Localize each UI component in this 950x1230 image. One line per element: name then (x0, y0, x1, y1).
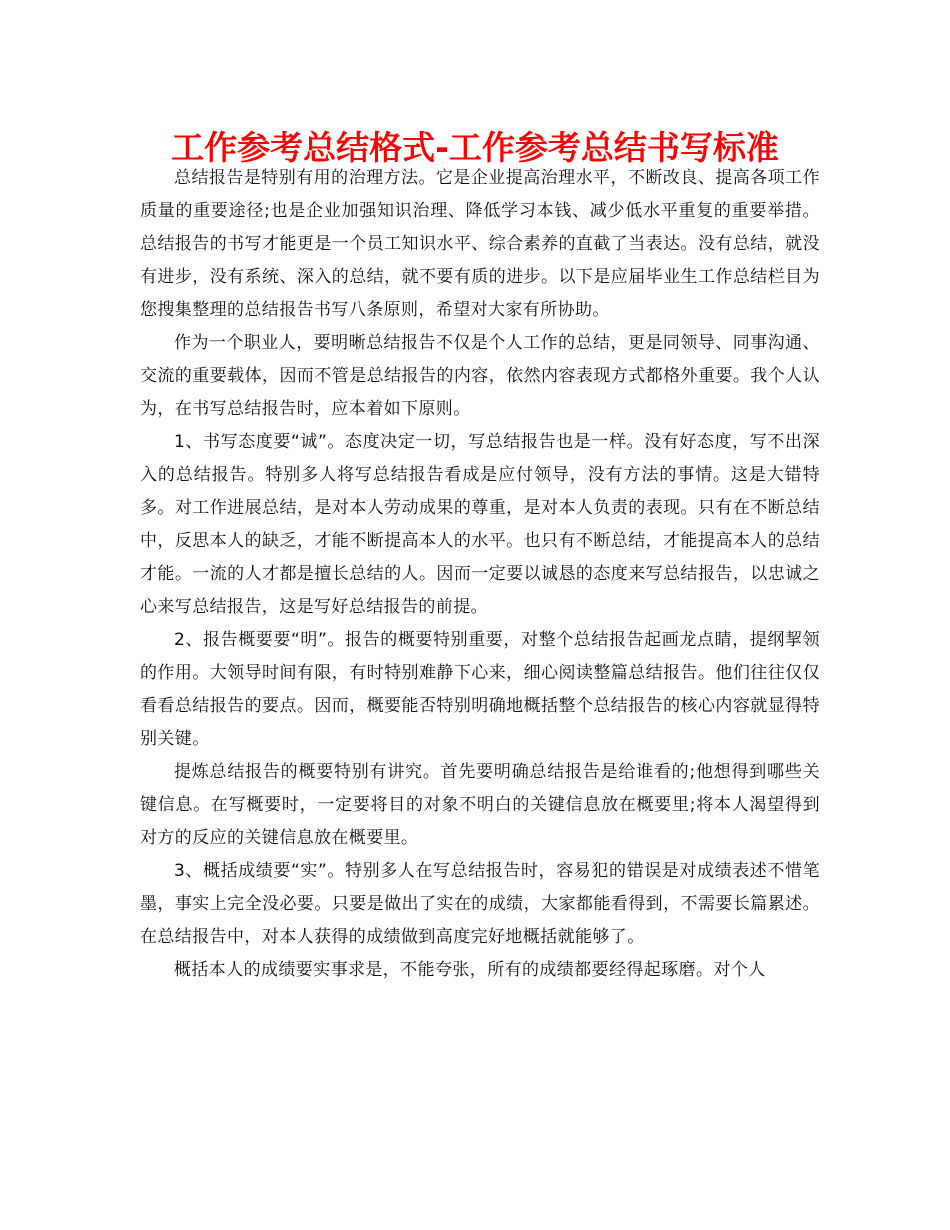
document-body (140, 162, 820, 987)
paragraph: 1、书写态度要“诚”。态度决定一切，写总结报告也是一样。没有好态度，写不出深入的总结报告。特别多人将写总结报告看成是应付领导，没有方法的事情。这是大错特多。对工作进展总结，是对本人劳动成果的尊重，是对本人负责的表现。只有在不断总结中，反思本人的缺乏，才能不断提高本人的水平。也只有不断总结，才能提高本人的总结才能。一流的人才都是擅长总结的人。因而一定要以诚恳的态度来写总结报告，以忠诚之心来写总结报告，这是写好总结报告的前提。 (140, 432, 820, 617)
paragraph: 3、概括成绩要“实”。特别多人在写总结报告时，容易犯的错误是对成绩表述不惜笔墨，事实上完全没必要。只要是做出了实在的成绩，大家都能看得到，不需要长篇累述。在总结报告中，对本人获得的成绩做到高度完好地概括就能够了。 (140, 861, 820, 947)
paragraph: 提炼总结报告的概要特别有讲究。首先要明确总结报告是给谁看的;他想得到哪些关键信息。在写概要时，一定要将目的对象不明白的关键信息放在概要里;将本人渴望得到对方的反应的关键信息放在概要里。 (140, 762, 820, 848)
paragraph: 作为一个职业人，要明晰总结报告不仅是个人工作的总结，更是同领导、同事沟通、交流的重要载体，因而不管是总结报告的内容，依然内容表现方式都格外重要。我个人认为，在书写总结报告时，应本着如下原则。 (140, 333, 820, 419)
paragraph: 2、报告概要要“明”。报告的概要特别重要，对整个总结报告起画龙点睛，提纲挈领的作用。大领导时间有限，有时特别难静下心来，细心阅读整篇总结报告。他们往往仅仅看看总结报告的要点。因而，概要能否特别明确地概括整个总结报告的核心内容就显得特别关键。 (140, 630, 820, 749)
paragraph: 概括本人的成绩要实事求是，不能夸张，所有的成绩都要经得起琢磨。对个人 (174, 960, 766, 980)
document-title: 工作参考总结格式-工作参考总结书写标准 (171, 128, 779, 167)
paragraph: 总结报告是特别有用的治理方法。它是企业提高治理水平，不断改良、提高各项工作质量的重要途径;也是企业加强知识治理、降低学习本钱、减少低水平重复的重要举措。总结报告的书写才能更是一个员工知识水平、综合素养的直截了当表达。没有总结，就没有进步，没有系统、深入的总结，就不要有质的进步。以下是应届毕业生工作总结栏目为您搜集整理的总结报告书写八条原则，希望对大家有所协助。 (140, 168, 820, 320)
